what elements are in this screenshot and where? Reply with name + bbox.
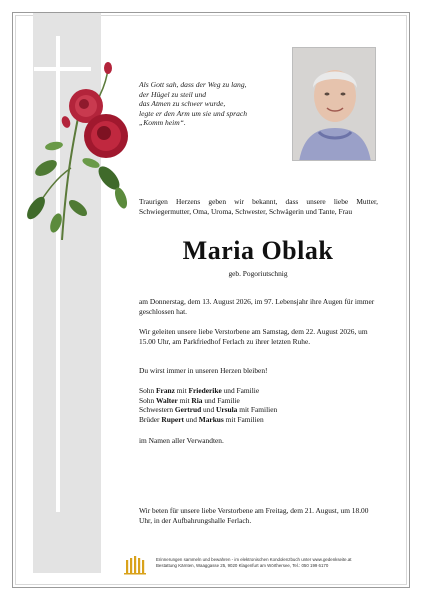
farewell-text: Du wirst immer in unseren Herzen bleiben! bbox=[139, 366, 268, 375]
portrait-image bbox=[293, 48, 376, 161]
prayer-notice: Wir beten für unsere liebe Verstorbene am Freitag, dem 21. August, um 18.00 Uhr, in der Aufbahrungshalle Ferlach. bbox=[139, 506, 369, 525]
intro-text: Traurigen Herzens geben wir bekannt, dass unsere liebe Mutter, Schwiegermutter, Oma, Uroma, Schwester, Schwägerin und Tante, Frau bbox=[139, 197, 378, 216]
footer-line: Bestattung Kärnten, Waaggasse 25, 9020 Klagenfurt am Wörthersee, Tel.: 050 199 6170 bbox=[156, 563, 329, 568]
bestattung-logo-icon bbox=[124, 556, 148, 576]
maiden-name: geb. Pogoriutschnig bbox=[228, 269, 288, 278]
poem-line: „Komm heim“. bbox=[139, 118, 186, 128]
footer bbox=[124, 555, 394, 579]
roses-illustration bbox=[16, 58, 138, 240]
mourner-line: Sohn Franz mit Friederike und Familie bbox=[139, 386, 260, 395]
poem-line: legte er den Arm um sie und sprach bbox=[139, 108, 248, 118]
relatives-text: im Namen aller Verwandten. bbox=[139, 436, 224, 445]
footer-line: Erinnerungen sammeln und bewahren - im elektronischen Kondolenzbuch unter www.gedenkseite.at bbox=[156, 557, 352, 562]
mourners-list bbox=[139, 386, 378, 424]
mourner-line: Brüder Rupert und Markus mit Familien bbox=[139, 414, 264, 424]
deceased-name: Maria Oblak bbox=[182, 236, 334, 265]
portrait-photo bbox=[292, 47, 376, 161]
poem-line: der Hügel zu steil und bbox=[139, 89, 207, 99]
mourner-line: Schwestern Gertrud und Ursula mit Familien bbox=[139, 405, 278, 415]
funeral-notice: Wir geleiten unsere liebe Verstorbene am Samstag, dem 22. August 2026, um 15.00 Uhr, am Parkfriedhof Ferlach zu ihrer letzten Ruhe. bbox=[139, 327, 368, 346]
footer-text bbox=[156, 557, 396, 569]
poem bbox=[139, 80, 287, 128]
poem-line: das Atmen zu schwer wurde, bbox=[139, 99, 226, 109]
death-notice: am Donnerstag, dem 13. August 2026, im 97. Lebensjahr ihre Augen für immer geschlossen hat. bbox=[139, 297, 375, 316]
mourner-line: Sohn Walter mit Ria und Familie bbox=[139, 395, 240, 405]
poem-line: Als Gott sah, dass der Weg zu lang, bbox=[139, 80, 247, 89]
